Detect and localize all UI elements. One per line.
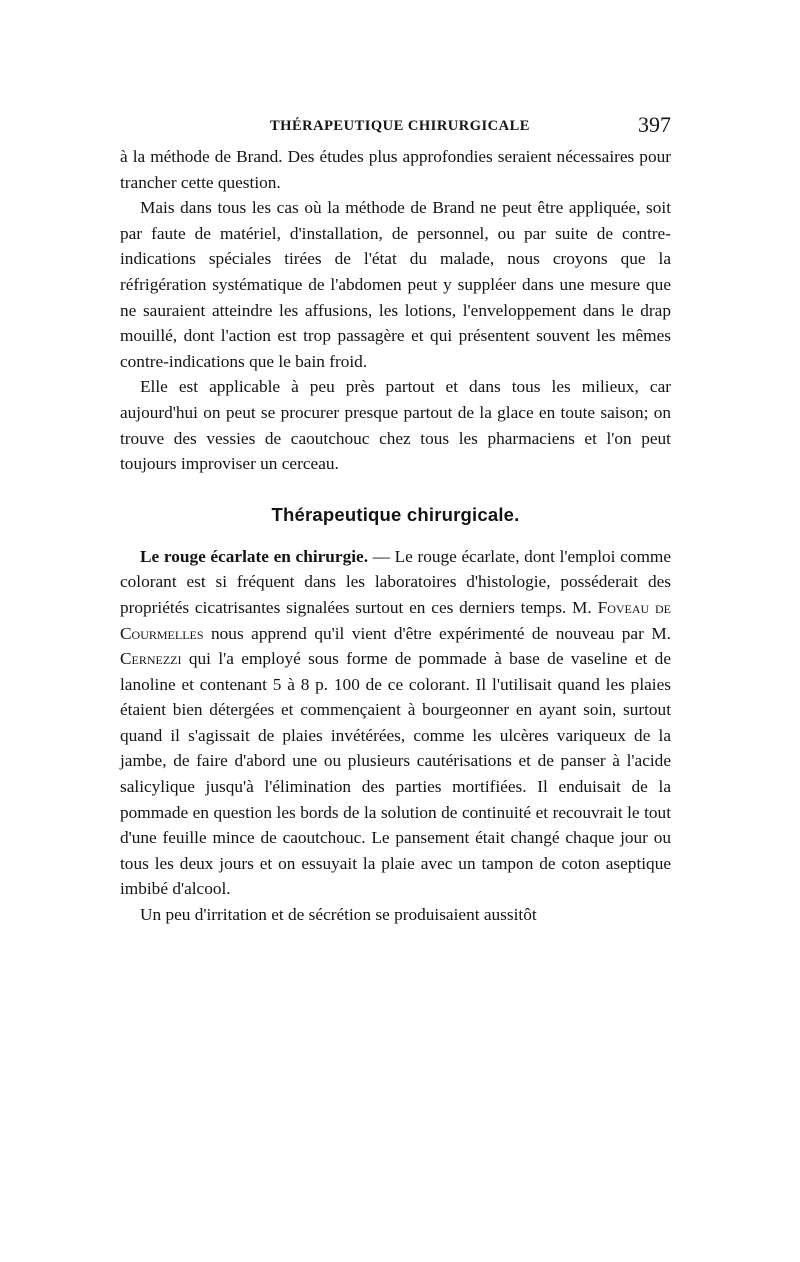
article-paragraph bbox=[120, 544, 671, 902]
article-text-part: nous apprend qu'il vient d'être expérimenté de nouveau par M. bbox=[203, 623, 671, 643]
author-name: Cernezzi bbox=[120, 649, 182, 669]
author-name: Foveau de Courmelles bbox=[120, 597, 672, 643]
running-head bbox=[120, 112, 671, 144]
article-text-part: qui l'a employé sous forme de pommade à base de vaseline et de lanoline et contenant 5 à 8 p. 100 de ce colorant. Il l'utilisait quand les plaies étaient bien détergées et commençaient à bourgeonner en ayant soin, surtout quand il s'agissait de plaies invétérées, comme les ulcères variqueux de la jambe, de faire d'abord une ou plusieurs cautérisations et de panser à l'acide salicylique jusqu'à l'élimination des parties mortifiées. Il enduisait de la pommade en question les bords de la solution de continuité et recouvrait le tout d'une feuille mince de caoutchouc. Le pansement était changé chaque jour ou tous les deux jours et on essuyait la plaie avec un tampon de coton aseptique imbibé d'alcool. bbox=[120, 649, 671, 899]
article-title: Le rouge écarlate en chirurgie. bbox=[140, 546, 369, 566]
paragraph: Un peu d'irritation et de sécrétion se produisaient aussitôt bbox=[140, 905, 537, 925]
article-text bbox=[120, 544, 671, 928]
body-text bbox=[120, 144, 671, 477]
page-number: 397 bbox=[638, 112, 671, 137]
book-page bbox=[120, 112, 671, 928]
running-title: THÉRAPEUTIQUE CHIRURGICALE bbox=[270, 118, 530, 134]
paragraph: à la méthode de Brand. Des études plus approfondies seraient nécessaires pour trancher cette question. bbox=[120, 147, 671, 192]
paragraph: Mais dans tous les cas où la méthode de Brand ne peut être appliquée, soit par faute de matériel, d'installation, de personnel, ou par suite de contre-indications spéciales tirées de l'état du malade, nous croyons que la réfrigération systématique de l'abdomen peut y suppléer dans une mesure que ne sauraient atteindre les affusions, les lotions, l'enveloppement dans le drap mouillé, dont l'action est trop passagère et qui présentent souvent les mêmes contre-indications que le bain froid. bbox=[120, 198, 671, 371]
section-heading: Thérapeutique chirurgicale. bbox=[271, 503, 520, 525]
paragraph: Elle est applicable à peu près partout et dans tous les milieux, car aujourd'hui on peut se procurer presque partout de la glace en toute saison; on trouve des vessies de caoutchouc chez tous les pharmaciens et l'on peut toujours improviser un cerceau. bbox=[120, 377, 671, 474]
article-text-part: — Le rouge écarlate, dont l'emploi comme colorant est si fréquent dans les laboratoires d'histologie, posséderait des propriétés cicatrisantes signalées surtout en ces derniers temps. M. bbox=[120, 546, 671, 617]
